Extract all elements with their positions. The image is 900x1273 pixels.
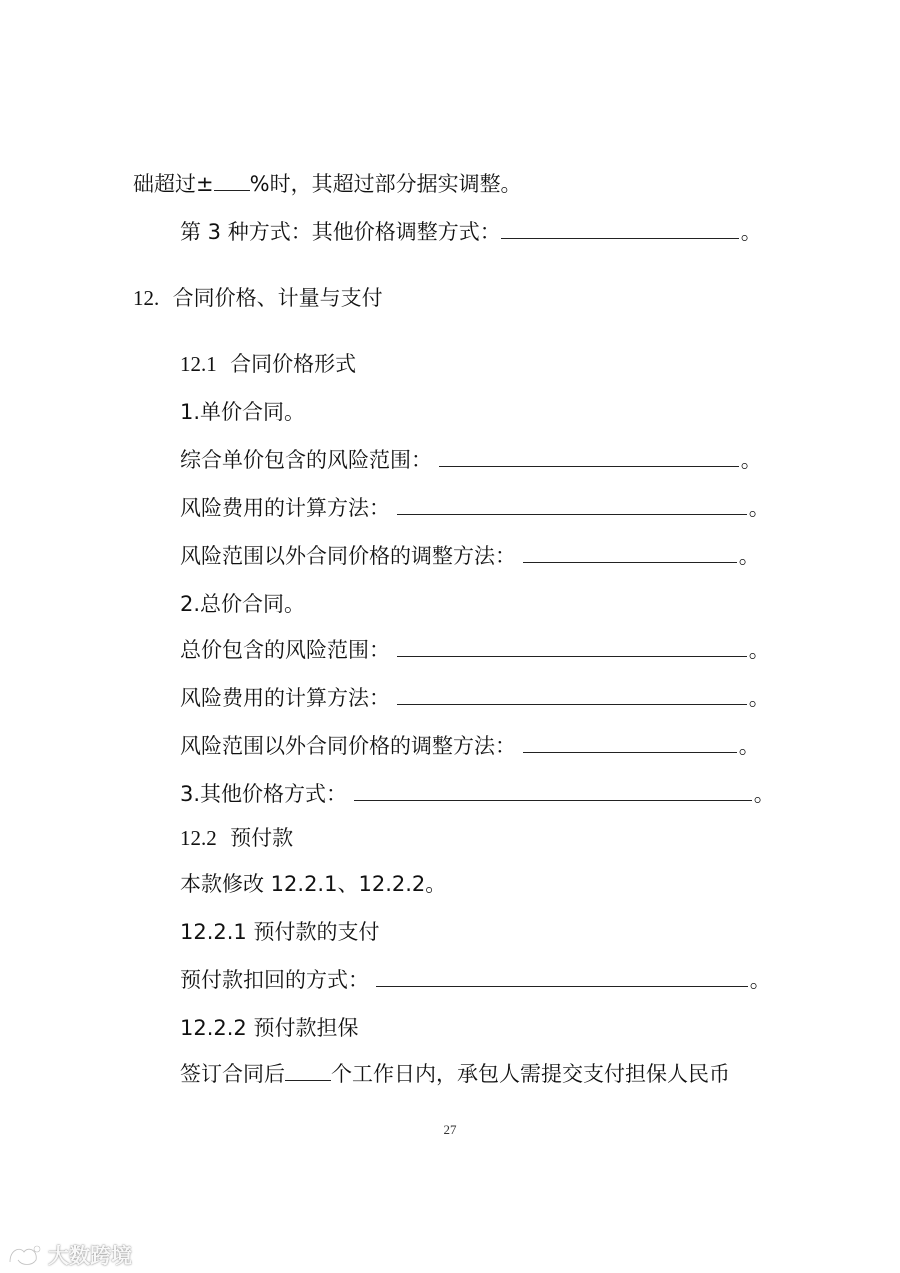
subsection-heading: 12.2.2 预付款担保: [180, 1016, 359, 1040]
fill-blank: [376, 966, 748, 987]
text-line: 础超过± %时，其超过部分据实调整。: [133, 172, 522, 196]
fill-blank: [523, 732, 737, 753]
text-line: 预付款扣回的方式： 。: [180, 968, 771, 992]
fill-blank: [397, 636, 747, 657]
text-line: 风险范围以外合同价格的调整方法： 。: [180, 734, 760, 758]
text-line: 本款修改 12.2.1、12.2.2。: [180, 872, 447, 896]
text-line: 总价包含的风险范围： 。: [180, 638, 770, 662]
fill-blank: [397, 684, 747, 705]
subsection-heading: 12.2.1 预付款的支付: [180, 920, 380, 944]
watermark: 大数跨境: [6, 1238, 132, 1272]
fill-blank: [501, 218, 739, 239]
fill-blank: [214, 170, 250, 191]
text-line: 风险费用的计算方法： 。: [180, 686, 770, 710]
brand-logo-icon: [6, 1242, 44, 1268]
subsection-heading: 12.1 合同价格形式: [180, 352, 357, 376]
text-line: 3.其他价格方式： 。: [180, 782, 775, 806]
text-line: 第 3 种方式：其他价格调整方式： 。: [180, 220, 762, 244]
section-heading: 12. 合同价格、计量与支付: [133, 286, 383, 310]
text-line: 1.单价合同。: [180, 400, 306, 424]
text-line: 风险费用的计算方法： 。: [180, 496, 770, 520]
text-line: 2.总价合同。: [180, 592, 306, 616]
page-number: 27: [443, 1122, 457, 1137]
text-line: 签订合同后 个工作日内，承包人需提交支付担保人民币: [180, 1062, 730, 1086]
subsection-heading: 12.2 预付款: [180, 826, 294, 850]
text-line: 综合单价包含的风险范围： 。: [180, 448, 762, 472]
fill-blank: [439, 446, 739, 467]
fill-blank: [523, 542, 737, 563]
fill-blank: [397, 494, 747, 515]
text-line: 风险范围以外合同价格的调整方法： 。: [180, 544, 760, 568]
fill-blank: [354, 780, 752, 801]
fill-blank: [285, 1060, 331, 1081]
